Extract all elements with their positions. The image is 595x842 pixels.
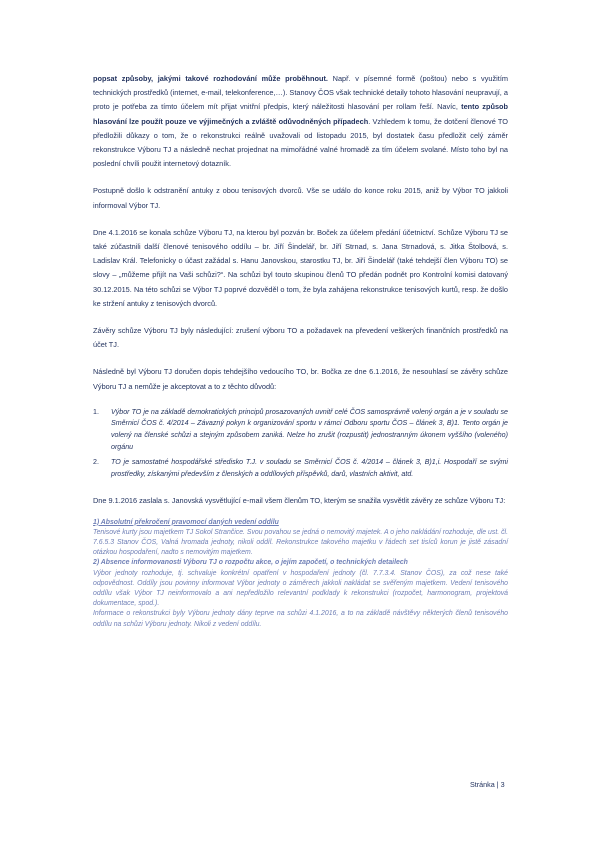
list-item-number: 1. [93,407,99,416]
quote-text-2: Výbor jednoty rozhoduje, tj. schvaluje konkrétní opatření v hospodaření jednoty (čl. 7.7.3.4. Stanov ČOS), za což nese také odpovědnost. Oddíly jsou povinny informovat Výbor jednoty o záměrech jakkoli nakládat se svěřeným majetkem. Vedení tenisového oddílu však Výbor TJ neinformovalo a ani nepředložilo relevantní podklady k rekonstrukci (rozpočet, harmonogram, projektová dokumentace, spod.). [93,569,508,608]
list-item [93,457,508,480]
paragraph-4: Závěry schůze Výboru TJ byly následující: zrušení výboru TO a požadavek na převedení veškerých finančních prostředků na účet TJ. [93,326,508,350]
quoted-email [93,518,508,630]
quote-text-3: Informace o rekonstrukci byly Výboru jednoty dány teprve na schůzi 4.1.2016, a to na základě návštěvy některých členů tenisového oddílu na schůzi Výboru jednoty. Nikoli z vedení oddílu. [93,610,508,628]
paragraph-6: Dne 9.1.2016 zaslala s. Janovská vysvětlující e-mail všem členům TO, kterým se snažila vysvětlit závěry ze schůze Výboru TJ: [93,496,506,506]
paragraph-5: Následně byl Výboru TJ doručen dopis tehdejšího vedoucího TO, br. Bočka ze dne 6.1.2016, že nesouhlasí se závěry schůze Výboru TJ a nemůže je akceptovat a to z těchto důvodů: [93,367,508,391]
list-item [93,407,508,453]
list-item-text: Výbor TO je na základě demokratických principů prosazovaných uvnitř celé ČOS samosprávně volený orgán a je v souladu se Směrnicí ČOS č. 4/2014 – Závazný pokyn k organizování sportu v rámci Odboru sportu ČOS – článek 3, B)1. Tento orgán je volený na členské schůzi a stejným způsobem zaniká. Nelze ho zrušit (rozpustit) jednostranným úkonem vyššího (voleného) orgánu [111,407,508,451]
paragraph-1-lead: popsat způsoby, jakými takové rozhodování může proběhnout. [93,74,328,83]
paragraph-2: Postupně došlo k odstranění antuky z obou tenisových dvorců. Vše se událo do konce roku 2015, aniž by Výbor TO jakkoli informoval Výbor TJ. [93,186,508,210]
page-number: Stránka | 3 [470,780,505,789]
paragraph-1-bold: tento způsob hlasování lze použít pouze ve výjimečných a zvláště odůvodněných případech [93,102,509,126]
list-item-number: 2. [93,458,99,467]
paragraph-1 [93,72,508,171]
list-item-text: TO je samostatné hospodářské středisko T.J. v souladu se Směrnicí ČOS č. 4/2014 – článek 3, B)1,i. Hospodaří se svými prostředky, získanými především z členských a oddílových příspěvků, darů, vlastních aktivit, atd. [111,458,508,478]
quote-heading-1: 1) Absolutní překročení pravomocí daných vedení oddílu [93,518,279,526]
paragraph-1-text-b: . Vzhledem k tomu, že dotčení členové TO předložili důkazy o tom, že o rekonstrukci reálně uvažovali od listopadu 2015, byl dostatek času předložit celý záměr rekonstrukce Výboru TJ a následně nechat projednat na mimořádné valné hromadě za tím účelem svolané. Místo toho byl na poslední chvíli použit internetový dotazník. [93,116,508,169]
paragraph-3: Dne 4.1.2016 se konala schůze Výboru TJ, na kterou byl pozván br. Boček za účelem předání účetnictví. Schůze Výboru TJ se také zúčastnili další členové tenisového oddílu – br. Jiří Šindelář, br. Jiří Strnad, s. Jana Strnadová, s. Jitka Štolbová, s. Ladislav Král. Telefonicky o účast zažádal s. Hanu Janovskou, starostku TJ, br. Jiří Šindelář (také tehdejší člen Výboru TO) se slovy – „můžeme přijít na Vaši schůzi?“. Na schůzi byl touto skupinou členů TO předán podnět pro Kontrolní komisi datovaný 30.12.2015. Na této schůzi se Výbor TJ poprvé dozvěděl o tom, že byla zahájena rekonstrukce tenisových kurtů, resp. že došlo ke stržení antuky z tenisových dvorců. [93,227,508,308]
reasons-list [93,407,508,481]
body-text [93,72,508,630]
quote-text-1: Tenisové kurty jsou majetkem TJ Sokol Strančice. Svou povahou se jedná o nemovitý majetek. A o jeho nakládání rozhoduje, dle ust. čl. 7.6.5.3 Stanov ČOS, Valná hromada jednoty, nikoli oddíl. Rekonstrukce takového majetku v řádech set tisíců korun je jistě zásadní otázkou hospodaření, nadto s nemovitým majetkem. [93,528,508,557]
quote-heading-2: 2) Absence informovanosti Výboru TJ o rozpočtu akce, o jejím započetí, o technických detailech [93,559,408,567]
paragraph-1-text-a: Např. v písemné formě (poštou) nebo s využitím technických prostředků (internet, e-mail, telekonference,…). Stanovy ČOS však technické detaily tohoto hlasování neupravují, a proto je potřeba za tímto účelem mít přijat vnitřní předpis, který náležitosti hlasování per rollam řeší. Navíc, [93,74,508,112]
